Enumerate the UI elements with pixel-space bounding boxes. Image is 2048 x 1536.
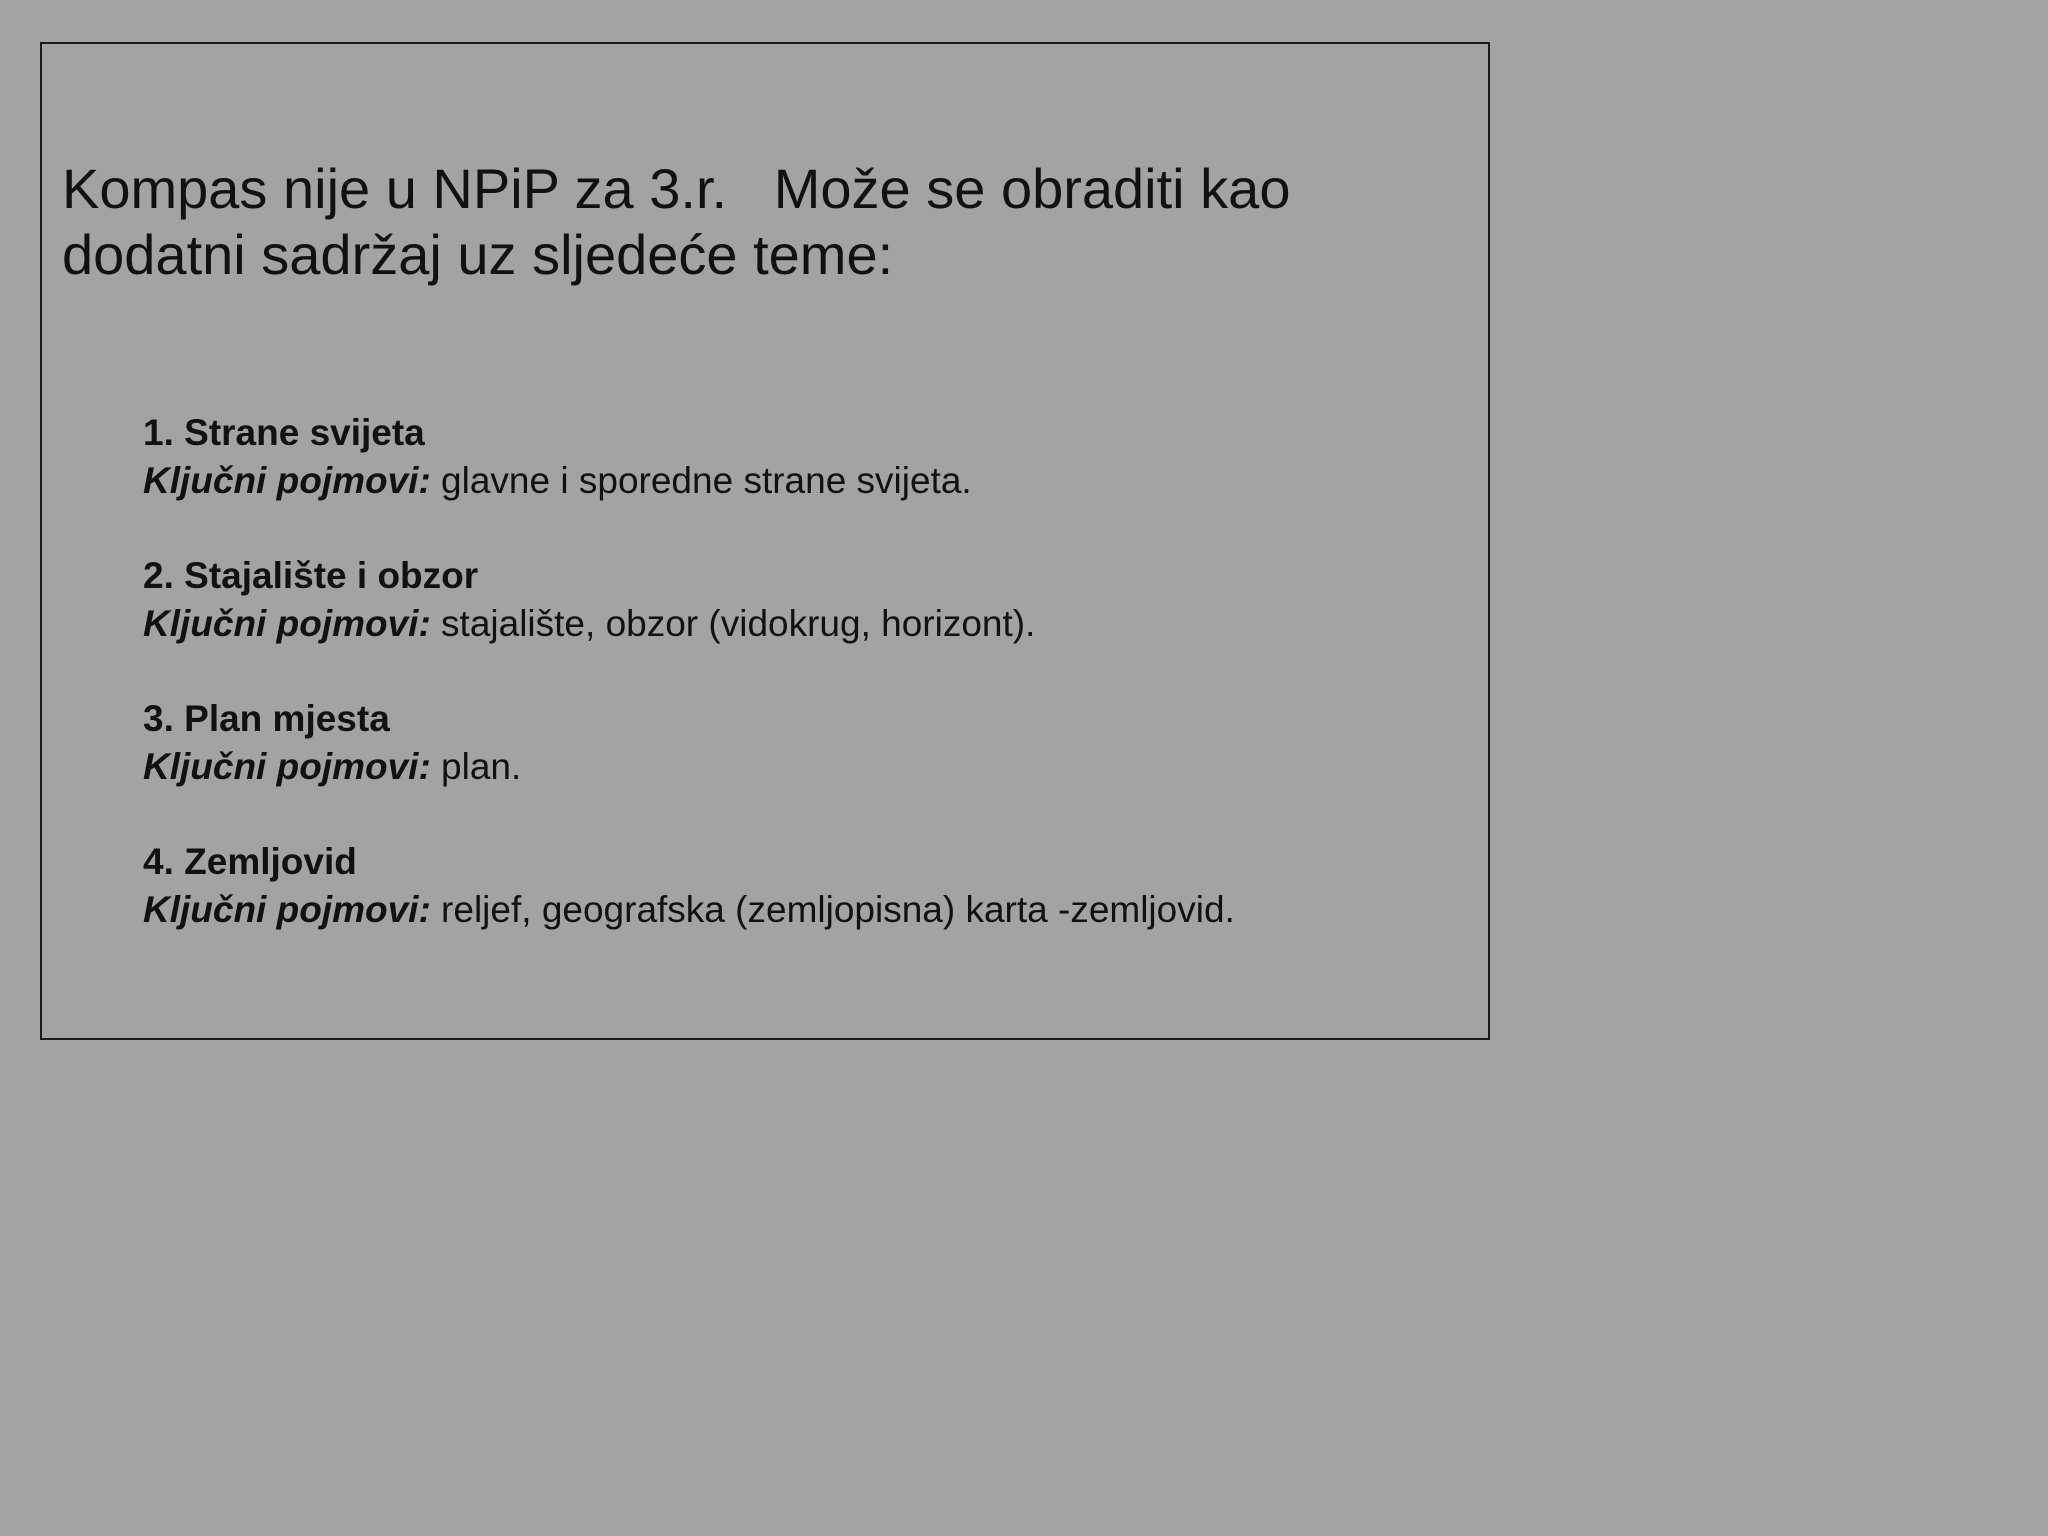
key-terms-label: Ključni pojmovi: [143, 746, 431, 787]
topic-item [143, 695, 1463, 838]
key-terms-text: reljef, geografska (zemljopisna) karta -zemljovid. [430, 889, 1235, 930]
topic-title: 2. Stajalište i obzor [143, 555, 479, 596]
intro-text [62, 156, 1462, 288]
topic-key-terms [143, 457, 1463, 505]
topic-key-terms [143, 886, 1463, 934]
topic-title: 1. Strane svijeta [143, 412, 425, 453]
topic-list [143, 409, 1463, 981]
topic-title: 3. Plan mjesta [143, 698, 390, 739]
topic-item [143, 838, 1463, 981]
key-terms-label: Ključni pojmovi: [143, 603, 431, 644]
key-terms-text: stajalište, obzor (vidokrug, horizont). [430, 603, 1036, 644]
topic-title: 4. Zemljovid [143, 841, 357, 882]
topic-key-terms [143, 743, 1463, 791]
intro-line-1: Kompas nije u NPiP za 3.r. Može se obraditi kao [62, 157, 1291, 220]
key-terms-text: plan. [430, 746, 522, 787]
topic-key-terms [143, 600, 1463, 648]
key-terms-label: Ključni pojmovi: [143, 460, 431, 501]
slide-content-box [40, 42, 1490, 1040]
key-terms-label: Ključni pojmovi: [143, 889, 431, 930]
intro-line-2: dodatni sadržaj uz sljedeće teme: [62, 223, 894, 286]
topic-item [143, 409, 1463, 552]
topic-item [143, 552, 1463, 695]
key-terms-text: glavne i sporedne strane svijeta. [430, 460, 972, 501]
